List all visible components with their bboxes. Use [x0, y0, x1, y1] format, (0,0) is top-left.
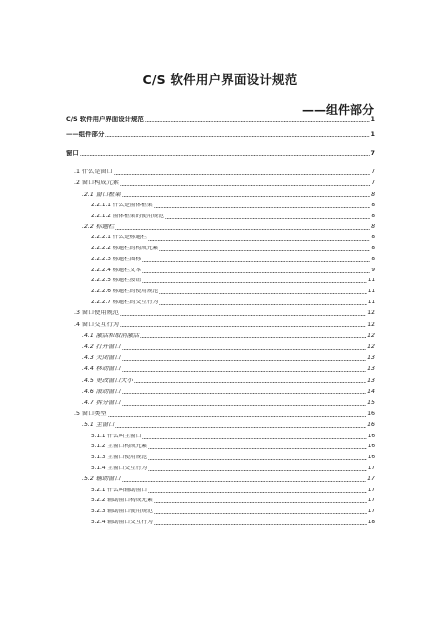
toc-entry[interactable] [66, 422, 375, 428]
toc-entry-label: 2.2.1.1 什么是窗体框架 [91, 202, 153, 208]
toc-entry-label: 5.1.3 主窗口使用规范 [91, 455, 148, 460]
toc-entry[interactable] [66, 498, 375, 504]
toc-entry[interactable] [66, 366, 375, 372]
toc-entry-label: 2.2.2.2 标题栏的构成元素 [91, 246, 159, 252]
toc-entry-page: 16 [367, 455, 375, 460]
toc-entry[interactable] [66, 411, 375, 417]
toc-leader-dots [122, 349, 367, 350]
toc-leader-dots [134, 382, 366, 383]
toc-entry-label: .4.6 滚动窗口 [82, 388, 121, 395]
toc-entry[interactable] [66, 344, 375, 350]
toc-entry[interactable] [66, 378, 375, 384]
toc-entry-label: 2.2.2.4 标题栏文本 [91, 267, 142, 273]
toc-entry-page: 17 [367, 487, 375, 493]
toc-entry-label: 2.2.2.7 标题栏的交互行为 [91, 299, 159, 305]
toc-entry-page: 13 [367, 377, 375, 384]
toc-entry[interactable] [66, 466, 375, 472]
toc-entry[interactable] [66, 278, 375, 284]
toc-entry-label: 5.1.1 什么叫主窗口 [91, 433, 142, 439]
toc-entry-label: 5.2.2 辅助窗口构成元素 [91, 498, 153, 504]
toc-leader-dots [120, 326, 366, 327]
toc-entry-page: 7 [370, 149, 375, 157]
toc-entry-label: .5.2 辅助窗口 [82, 476, 121, 483]
toc-leader-dots [159, 250, 370, 251]
toc-entry-page: 12 [367, 321, 375, 328]
toc-entry-page: 17 [367, 465, 375, 471]
toc-leader-dots [122, 371, 367, 372]
toc-entry-page: 8 [371, 246, 375, 252]
table-of-contents [66, 116, 375, 525]
toc-leader-dots [108, 416, 367, 417]
toc-entry[interactable] [66, 389, 375, 395]
toc-entry[interactable] [66, 400, 375, 406]
toc-leader-dots [142, 261, 370, 262]
toc-leader-dots [120, 315, 366, 316]
toc-entry[interactable] [66, 355, 375, 361]
toc-entry-label: .1 什么是窗口 [74, 169, 113, 176]
toc-leader-dots [154, 207, 371, 208]
toc-entry-label: .4 窗口交互行为 [74, 321, 119, 328]
toc-entry-page: 1 [370, 116, 375, 123]
toc-entry[interactable] [66, 488, 375, 494]
document-subtitle: ——组件部分 [301, 103, 374, 117]
toc-entry-page: 13 [367, 355, 375, 362]
toc-entry[interactable] [66, 235, 375, 241]
toc-leader-dots [154, 524, 367, 525]
toc-leader-dots [148, 459, 367, 460]
toc-leader-dots [148, 240, 371, 241]
toc-entry-page: 8 [371, 191, 375, 198]
toc-entry[interactable] [66, 169, 375, 175]
toc-entry-page: 1 [370, 131, 375, 138]
toc-entry[interactable] [66, 192, 375, 198]
toc-leader-dots [154, 513, 367, 514]
toc-leader-dots [122, 196, 371, 197]
toc-entry[interactable] [66, 333, 375, 339]
toc-entry-page: 13 [367, 366, 375, 373]
toc-leader-dots [148, 448, 367, 449]
toc-entry[interactable] [66, 444, 375, 450]
toc-entry[interactable] [66, 289, 375, 295]
toc-entry[interactable] [66, 300, 375, 306]
toc-entry-label: 5.1.4 主窗口交互行为 [91, 465, 148, 471]
toc-leader-dots [114, 174, 370, 175]
toc-entry-label: .2.2 标题栏 [82, 224, 115, 231]
toc-entry-label: C/S 软件用户界面设计规范 [66, 116, 144, 123]
toc-entry[interactable] [66, 214, 375, 220]
toc-entry-label: ——组件部分 [66, 131, 105, 138]
toc-entry-label: .4.2 打开窗口 [82, 343, 121, 350]
toc-entry[interactable] [66, 131, 375, 137]
toc-entry[interactable] [66, 116, 375, 122]
toc-leader-dots [159, 293, 367, 294]
toc-entry[interactable] [66, 246, 375, 252]
toc-entry-page: 14 [367, 388, 375, 395]
toc-leader-dots [122, 481, 367, 482]
toc-entry-label: .2.1 窗口框架 [82, 191, 121, 198]
toc-leader-dots [105, 136, 369, 137]
toc-entry-label: .4.5 更改窗口大小 [82, 377, 133, 384]
toc-entry-label: 5.1.2 主窗口构成元素 [91, 444, 148, 450]
toc-leader-dots [142, 438, 366, 439]
toc-leader-dots [140, 337, 366, 338]
toc-leader-dots [148, 492, 367, 493]
toc-entry-label: .4.1 激活和取消激活 [82, 332, 140, 339]
toc-entry-page: 15 [367, 399, 375, 406]
toc-entry[interactable] [66, 455, 375, 461]
toc-entry-page: 16 [367, 444, 375, 450]
toc-entry[interactable] [66, 257, 375, 263]
toc-entry-page: 8 [371, 256, 375, 262]
toc-entry-label: 2.2.2.1 什么是标题栏 [91, 235, 147, 241]
toc-entry-page: 16 [367, 433, 375, 439]
toc-entry[interactable] [66, 203, 375, 209]
toc-entry[interactable] [66, 509, 375, 515]
toc-entry-label: 2.2.1.2 窗体框架的使用规范 [91, 213, 164, 219]
toc-leader-dots [122, 405, 367, 406]
toc-entry-label: 2.2.2.6 标题栏的使用规范 [91, 288, 159, 294]
toc-entry-label: 2.2.2.3 标题栏图标 [91, 256, 142, 262]
toc-entry-page: 11 [367, 288, 375, 294]
toc-entry-label: 5.2.1 什么叫辅助窗口 [91, 487, 148, 493]
toc-entry[interactable] [66, 322, 375, 328]
toc-entry-page: 8 [371, 235, 375, 241]
toc-entry[interactable] [66, 310, 375, 316]
toc-entry-page: 7 [371, 180, 375, 187]
toc-leader-dots [80, 155, 370, 156]
toc-entry-page: 7 [371, 169, 375, 176]
toc-entry-page: 8 [371, 224, 375, 231]
toc-entry-label: .4.3 关闭窗口 [82, 355, 121, 362]
toc-entry-page: 17 [367, 509, 375, 515]
toc-leader-dots [142, 272, 370, 273]
document-title: C/S 软件用户界面设计规范 [142, 72, 298, 87]
toc-entry[interactable] [66, 434, 375, 440]
toc-entry-label: .5.1 主窗口 [82, 422, 115, 429]
toc-entry-label: .5 窗口类型 [74, 411, 107, 418]
toc-entry-page: 17 [367, 498, 375, 504]
toc-leader-dots [159, 304, 367, 305]
toc-entry[interactable] [66, 180, 375, 186]
toc-entry-page: 12 [367, 343, 375, 350]
toc-entry-page: 17 [367, 476, 375, 483]
toc-entry-label: .4.4 移动窗口 [82, 366, 121, 373]
toc-leader-dots [115, 229, 370, 230]
toc-entry[interactable] [66, 150, 375, 156]
toc-leader-dots [165, 218, 370, 219]
toc-entry-page: 9 [371, 267, 375, 273]
toc-leader-dots [122, 360, 367, 361]
toc-entry-page: 11 [367, 299, 375, 305]
toc-entry-label: 窗口 [66, 149, 79, 157]
toc-entry[interactable] [66, 520, 375, 526]
toc-entry-page: 8 [371, 213, 375, 219]
toc-entry-page: 16 [367, 422, 375, 429]
toc-leader-dots [145, 121, 370, 122]
toc-entry-label: 5.2.3 辅助窗口使用规范 [91, 509, 153, 515]
toc-entry-page: 12 [367, 310, 375, 317]
toc-entry-page: 18 [367, 519, 375, 525]
toc-leader-dots [154, 502, 367, 503]
toc-entry-label: .3 窗口使用规范 [74, 310, 119, 317]
toc-leader-dots [142, 282, 367, 283]
toc-entry-label: .4.7 拆分窗口 [82, 399, 121, 406]
toc-entry[interactable] [66, 268, 375, 274]
toc-entry-label: 5.2.4 辅助窗口交互行为 [91, 519, 153, 525]
toc-leader-dots [115, 427, 366, 428]
toc-entry[interactable] [66, 476, 375, 482]
toc-leader-dots [122, 393, 367, 394]
toc-entry[interactable] [66, 224, 375, 230]
toc-entry-label: .2 窗口构成元素 [74, 180, 119, 187]
toc-leader-dots [148, 470, 367, 471]
toc-entry-page: 11 [367, 278, 375, 284]
toc-entry-label: 2.2.2.5 标题栏按钮 [91, 278, 142, 284]
toc-entry-page: 8 [371, 202, 375, 208]
toc-entry-page: 16 [367, 411, 375, 418]
toc-leader-dots [120, 185, 370, 186]
toc-entry-page: 12 [367, 332, 375, 339]
